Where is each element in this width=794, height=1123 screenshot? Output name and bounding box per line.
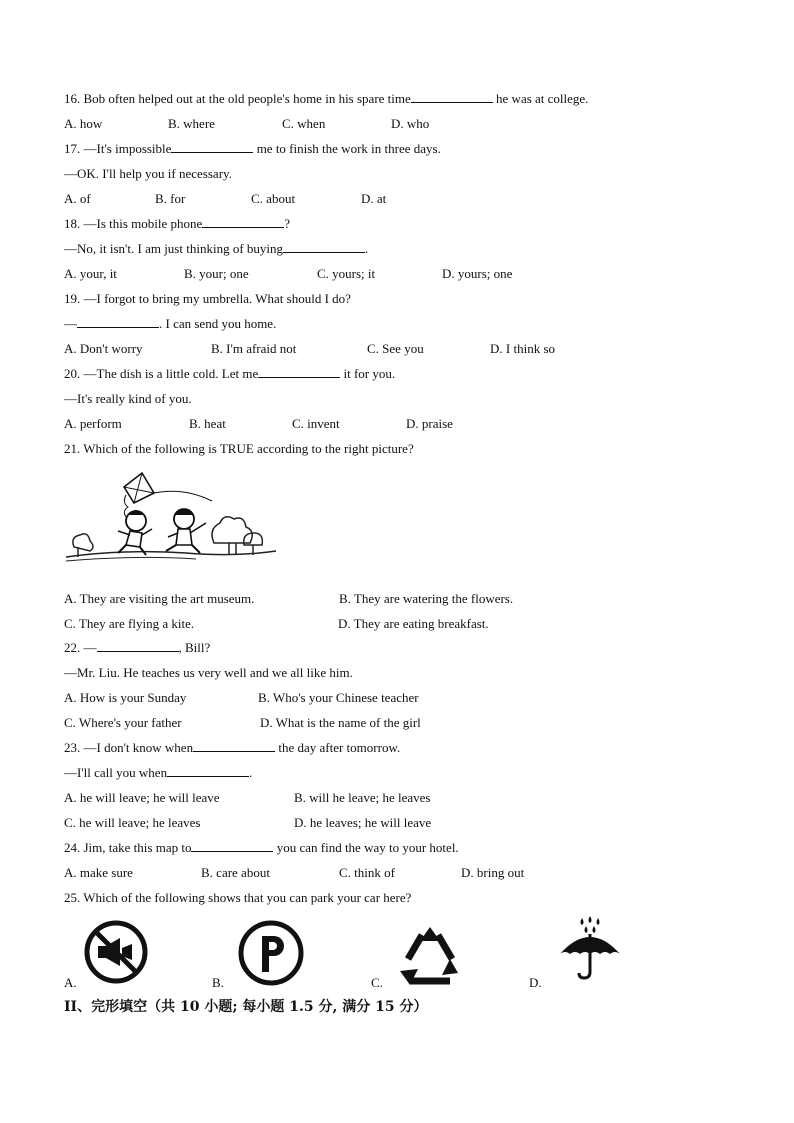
question-23-options-row1 (64, 788, 704, 808)
answer-blank[interactable] (167, 763, 249, 777)
option-c[interactable]: C. Where's your father (64, 715, 182, 730)
question-20-stem: 20. —The dish is a little cold. Let me (64, 366, 259, 381)
option-b[interactable]: B. your; one (184, 266, 249, 281)
question-22-reply: —Mr. Liu. He teaches us very well and we all like him. (64, 665, 353, 680)
option-d[interactable]: D. at (361, 191, 387, 206)
option-a[interactable]: A. (64, 975, 77, 990)
question-18-stem: 18. —Is this mobile phone (64, 216, 203, 231)
answer-blank[interactable] (202, 214, 284, 228)
option-c[interactable]: C. he will leave; he leaves (64, 815, 201, 830)
question-17-options (64, 189, 704, 209)
option-d[interactable]: D. he leaves; he will leave (294, 815, 432, 830)
option-c[interactable]: C. (371, 975, 383, 990)
question-16-stem: 16. Bob often helped out at the old people's home in his spare time (64, 91, 411, 106)
question-25: 25. Which of the following shows that you can park your car here? (64, 890, 412, 905)
question-24-options (64, 863, 704, 883)
option-d[interactable]: D. bring out (461, 865, 525, 880)
kite-flying-picture (64, 465, 279, 577)
option-b[interactable]: B. (212, 975, 224, 990)
answer-blank[interactable] (283, 239, 365, 253)
question-21-options-row2 (64, 614, 704, 634)
option-b[interactable]: B. will he leave; he leaves (294, 790, 431, 805)
question-19-options (64, 339, 704, 359)
question-20-options (64, 414, 704, 434)
answer-blank[interactable] (411, 89, 493, 103)
question-19-reply: — . I can send you home. (64, 316, 277, 331)
section-title: II、完形填空（共 10 小题; 每小题 1.5 分, 满分 15 分） (64, 999, 428, 1015)
option-c[interactable]: C. invent (292, 416, 340, 431)
option-a[interactable]: A. perform (64, 416, 122, 431)
answer-blank[interactable] (193, 738, 275, 752)
question-23: 23. —I don't know when the day after tomorrow. (64, 740, 401, 755)
question-23-options-row2 (64, 813, 704, 833)
option-d[interactable]: D. (529, 975, 542, 990)
option-d[interactable]: D. What is the name of the girl (260, 715, 421, 730)
option-c[interactable]: C. See you (367, 341, 424, 356)
question-21: 21. Which of the following is TRUE according to the right picture? (64, 441, 414, 456)
question-16: 16. Bob often helped out at the old people's home in his spare time he was at college. (64, 91, 589, 106)
option-b[interactable]: B. Who's your Chinese teacher (258, 690, 419, 705)
option-a[interactable]: A. how (64, 116, 103, 131)
option-c[interactable]: C. about (251, 191, 296, 206)
question-22-options-row2 (64, 713, 704, 733)
question-23-stem: 23. —I don't know when (64, 740, 194, 755)
option-d[interactable]: D. I think so (490, 341, 555, 356)
option-a[interactable]: A. How is your Sunday (64, 690, 187, 705)
option-a[interactable]: A. Don't worry (64, 341, 143, 356)
option-b[interactable]: B. where (168, 116, 215, 131)
question-18-options (64, 264, 704, 284)
no-horn-icon[interactable] (82, 918, 150, 986)
option-b[interactable]: B. They are watering the flowers. (339, 591, 514, 606)
option-a[interactable]: A. of (64, 191, 91, 206)
option-d[interactable]: D. yours; one (442, 266, 513, 281)
option-b[interactable]: B. I'm afraid not (211, 341, 297, 356)
option-c[interactable]: C. They are flying a kite. (64, 616, 195, 631)
option-c[interactable]: C. yours; it (317, 266, 376, 281)
answer-blank[interactable] (191, 838, 273, 852)
question-20-reply: —It's really kind of you. (64, 391, 192, 406)
question-16-options (64, 114, 704, 134)
answer-blank[interactable] (77, 314, 159, 328)
option-b[interactable]: B. heat (189, 416, 226, 431)
answer-blank[interactable] (258, 364, 340, 378)
answer-blank[interactable] (171, 139, 253, 153)
parking-icon[interactable] (236, 918, 306, 988)
question-20: 20. —The dish is a little cold. Let me it for you. (64, 366, 396, 381)
option-d[interactable]: D. who (391, 116, 430, 131)
option-a[interactable]: A. he will leave; he will leave (64, 790, 220, 805)
question-17-stem: 17. —It's impossible (64, 141, 172, 156)
option-c[interactable]: C. think of (339, 865, 395, 880)
question-18: 18. —Is this mobile phone ? (64, 216, 291, 231)
question-17: 17. —It's impossible me to finish the work in three days. (64, 141, 441, 156)
question-22-options-row1 (64, 688, 704, 708)
recycle-icon[interactable] (394, 925, 466, 989)
question-22-stem: 22. — (64, 640, 97, 655)
option-a[interactable]: A. your, it (64, 266, 117, 281)
option-a[interactable]: A. make sure (64, 865, 133, 880)
option-b[interactable]: B. for (155, 191, 186, 206)
question-22: 22. — , Bill? (64, 640, 211, 655)
kids-flying-kite-illustration (64, 465, 279, 577)
option-d[interactable]: D. They are eating breakfast. (338, 616, 489, 631)
question-19: 19. —I forgot to bring my umbrella. What should I do? (64, 291, 351, 306)
umbrella-rain-icon[interactable] (556, 914, 624, 982)
question-18-reply: —No, it isn't. I am just thinking of buying . (64, 241, 369, 256)
question-24: 24. Jim, take this map to you can find the way to your hotel. (64, 840, 459, 855)
option-a[interactable]: A. They are visiting the art museum. (64, 591, 255, 606)
question-21-options-row1 (64, 589, 704, 609)
option-d[interactable]: D. praise (406, 416, 453, 431)
question-17-reply: —OK. I'll help you if necessary. (64, 166, 232, 181)
option-b[interactable]: B. care about (201, 865, 270, 880)
question-24-stem: 24. Jim, take this map to (64, 840, 192, 855)
answer-blank[interactable] (97, 638, 179, 652)
question-23-reply: —I'll call you when . (64, 765, 253, 780)
option-c[interactable]: C. when (282, 116, 326, 131)
